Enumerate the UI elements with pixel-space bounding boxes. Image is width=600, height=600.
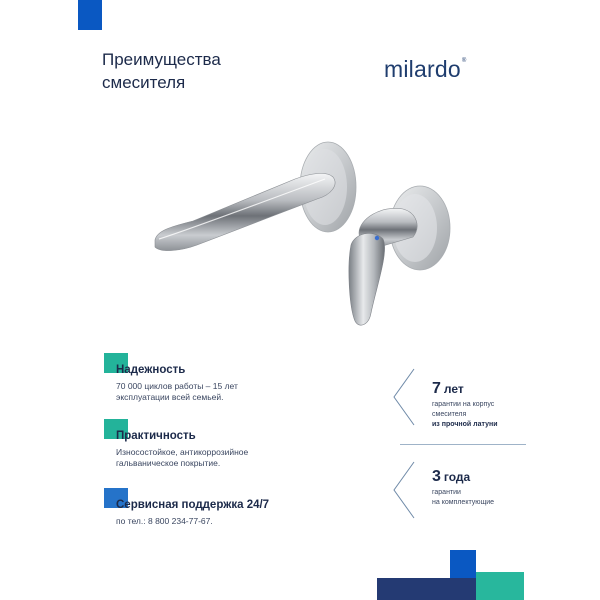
guarantee-term: [432, 380, 498, 398]
decor-block-blue: [450, 550, 476, 578]
brand-registered-mark: ®: [461, 58, 467, 64]
divider: [400, 444, 526, 445]
corner-accent-top: [78, 0, 102, 30]
feature-desc-line: 70 000 циклов работы – 15 лет: [116, 381, 238, 391]
decor-block-teal: [476, 572, 524, 600]
feature-title: Практичность: [116, 430, 196, 442]
feature-desc-line: Износостойкое, антикоррозийное: [116, 447, 249, 457]
guarantee-desc-line: гарантии: [432, 489, 461, 496]
faucet-product-image: [145, 135, 465, 340]
decor-block-navy: [377, 578, 485, 600]
guarantee-unit: года: [443, 470, 471, 484]
feature-desc-line: эксплуатации всей семьей.: [116, 392, 224, 402]
feature-description: [104, 381, 238, 403]
brand-logo: [384, 56, 466, 83]
guarantee-description: [432, 400, 498, 430]
feature-description: [104, 516, 269, 527]
brand-name: milardo: [384, 56, 461, 82]
guarantee-unit: лет: [443, 382, 464, 396]
page-title: [102, 48, 221, 94]
feature-service-support: [104, 488, 269, 527]
chevron-outline-icon: [392, 460, 416, 520]
guarantee-description: [432, 488, 494, 508]
feature-title: Сервисная поддержка 24/7: [116, 499, 270, 511]
guarantee-term: [432, 468, 494, 486]
guarantee-desc-line: на комплектующие: [432, 499, 495, 506]
guarantee-desc-line: гарантии на корпус: [432, 401, 495, 408]
feature-description: [104, 447, 248, 469]
feature-reliability: [104, 353, 238, 403]
feature-desc-line: по тел.: 8 800 234-77-67.: [116, 516, 213, 526]
guarantee-desc-line: из прочной латуни: [432, 421, 498, 428]
feature-practicality: [104, 419, 248, 469]
guarantee-number: 3: [432, 468, 441, 485]
page-title-line2: смесителя: [102, 73, 186, 92]
guarantee-components: [432, 468, 494, 508]
feature-desc-line: гальваническое покрытие.: [116, 458, 221, 468]
page-title-line1: Преимущества: [102, 50, 221, 69]
chevron-outline-icon: [392, 367, 416, 427]
guarantee-body: [432, 380, 498, 430]
guarantee-desc-line: смесителя: [432, 411, 467, 418]
guarantee-number: 7: [432, 380, 441, 397]
feature-title: Надежность: [116, 364, 186, 376]
